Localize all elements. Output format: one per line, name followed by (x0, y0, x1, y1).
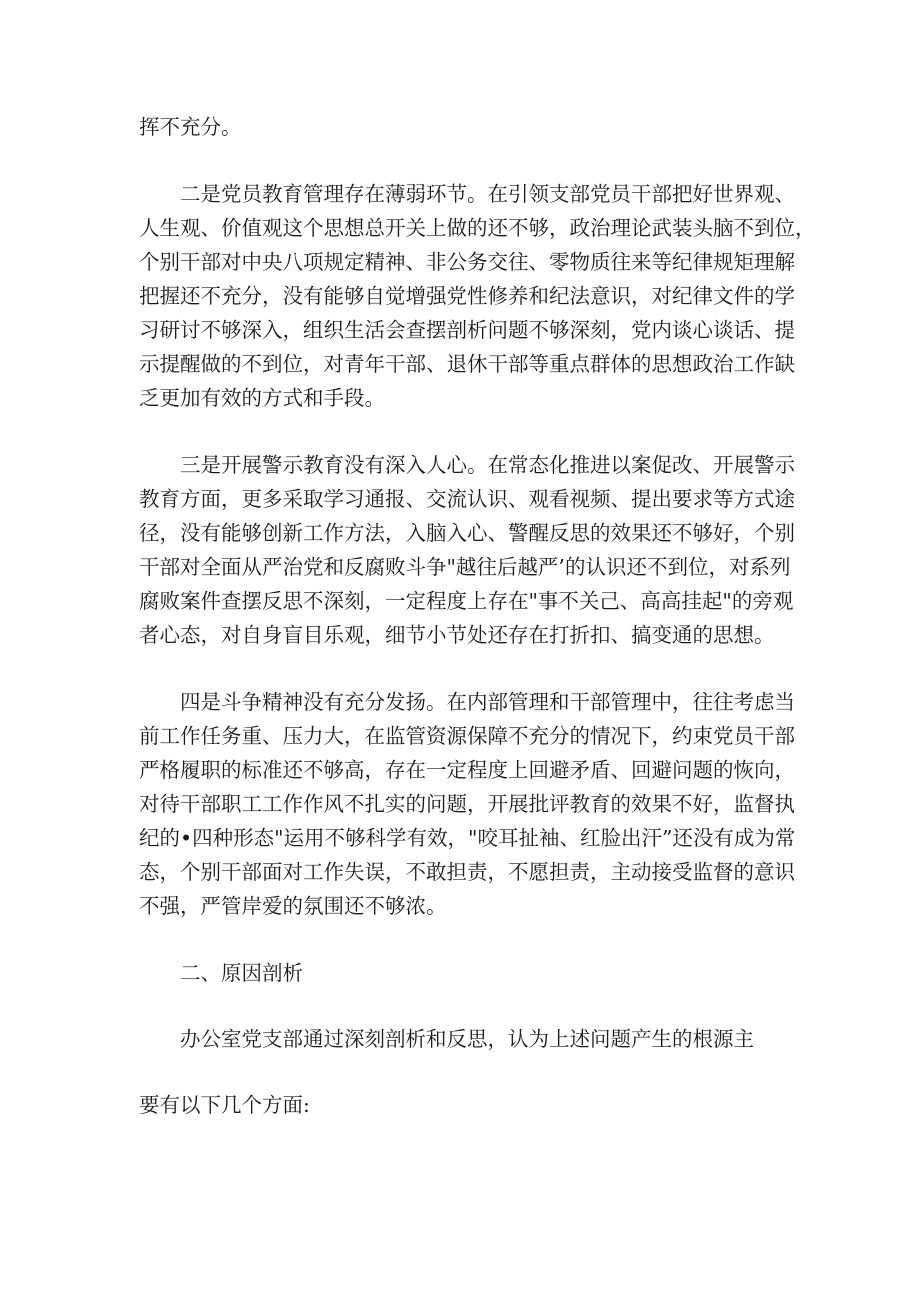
section-heading: 二、原因剖析 (180, 961, 303, 985)
text-line: 不强，严管岸爱的氛围还不够浓。 (139, 894, 447, 918)
text-line: 对待干部职工工作作风不扎实的问题，开展批评教育的效果不好，监督执 (139, 792, 795, 816)
text-line: 前工作任务重、压力大，在监管资源保障不充分的情况下，约束党员干部 (139, 724, 795, 748)
text-line: 态，个别干部面对工作失误，不敢担责，不愿担责，主动接受监督的意识 (139, 860, 795, 884)
text-line: 教育方面，更多采取学习通报、交流认识、观看视频、提出要求等方式途 (139, 487, 795, 511)
paragraph-first-line: 二是党员教育管理存在薄弱环节。在引领支部党员干部把好世界观、 (180, 182, 795, 206)
text-line: 示提醒做的不到位，对青年干部、退休干部等重点群体的思想政治工作缺 (139, 352, 795, 376)
text-line: 个别干部对中央八项规定精神、非公务交往、零物质往来等纪律规矩理解 (139, 250, 795, 274)
text-line: 把握还不充分，没有能够自觉增强党性修养和纪法意识，对纪律文件的学 (139, 284, 795, 308)
text-line: 严格履职的标准还不够高，存在一定程度上回避矛盾、回避问题的恢向， (139, 758, 795, 782)
text-line: 径，没有能够创新工作方法，入脑入心、警醒反思的效果还不够好，个别 (139, 521, 795, 545)
text-line: 乏更加有效的方式和手段。 (139, 386, 385, 410)
text-line: 要有以下几个方面: (139, 1093, 310, 1117)
text-line: 干部对全面从严治党和反腐败斗争"越往后越严’的认识还不到位，对系列 (139, 555, 791, 579)
text-line: 挥不充分。 (139, 115, 242, 139)
text-line: 纪的•四种形态"运用不够科学有效，"咬耳扯袖、红脸出汗”还没有成为常 (139, 826, 796, 850)
text-line: 腐败案件查摆反思不深刻，一定程度上存在"事不关己、高高挂起"的旁观 (139, 589, 794, 613)
text-line: 人生观、价值观这个思想总开关上做的还不够，政治理论武装头脑不到位， (139, 216, 816, 240)
paragraph-first-line: 办公室党支部通过深刻剖析和反思，认为上述问题产生的根源主 (180, 1027, 754, 1051)
text-line: 习研讨不够深入，组织生活会查摆剖析问题不够深刻，党内谈心谈话、提 (139, 318, 795, 342)
paragraph-first-line: 三是开展警示教育没有深入人心。在常态化推进以案促改、开展警示 (180, 453, 795, 477)
text-line: 者心态，对自身盲目乐观，细节小节处还存在打折扣、搞变通的思想。 (139, 623, 775, 647)
paragraph-first-line: 四是斗争精神没有充分发扬。在内部管理和干部管理中，往往考虑当 (180, 690, 795, 714)
